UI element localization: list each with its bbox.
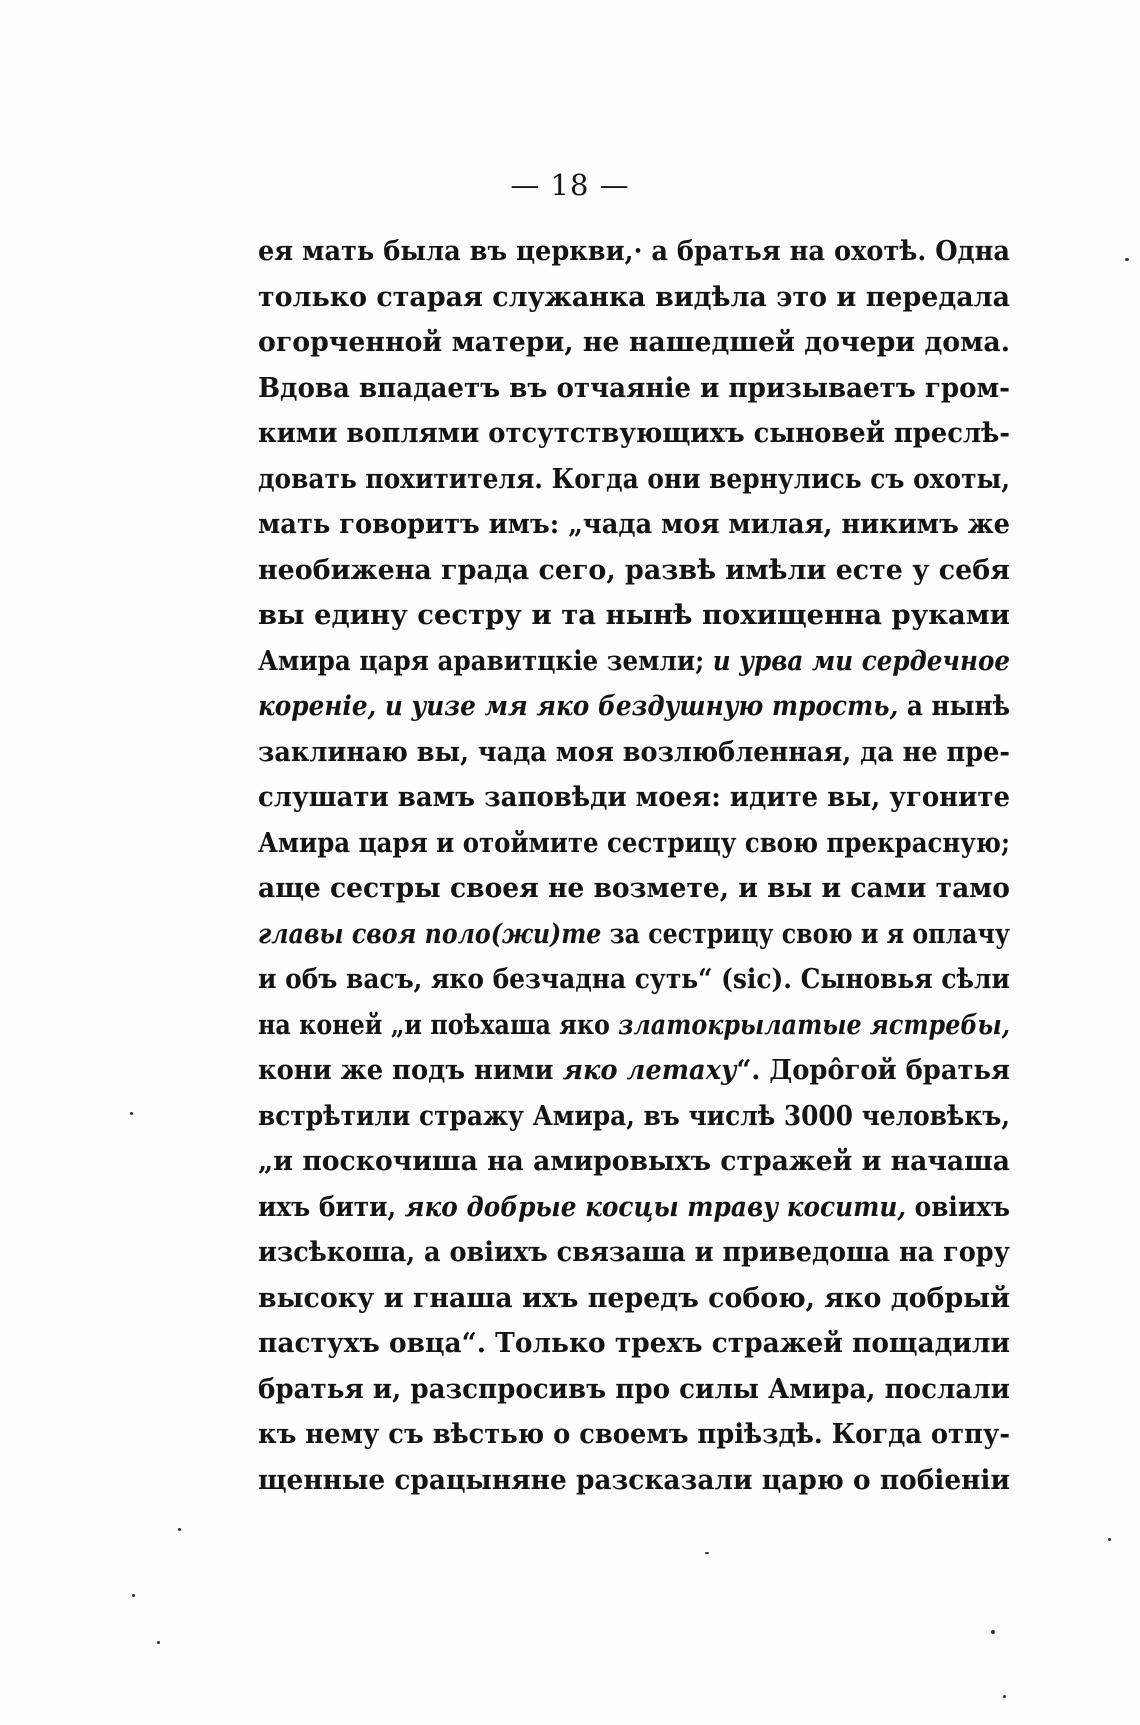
text-line xyxy=(258,1230,1010,1276)
text-line xyxy=(258,1094,1010,1140)
scan-speck xyxy=(178,1528,181,1531)
text-line xyxy=(258,593,1010,639)
text-segment: вы едину сестру и та нынѣ похищенна руками xyxy=(258,599,1010,631)
text-line xyxy=(258,684,1010,730)
italic-quote: яко добрые косцы траву косити, xyxy=(404,1190,907,1223)
text-segment: ихъ бити, xyxy=(258,1190,405,1223)
text-segment: пастухъ овца“. Только трехъ стражей пощадили xyxy=(258,1327,1011,1359)
text-line xyxy=(258,821,1010,867)
text-line xyxy=(258,548,1010,594)
text-line xyxy=(258,957,1010,1003)
scan-speck xyxy=(991,1630,995,1634)
text-line xyxy=(258,1276,1010,1322)
italic-quote: главы своя поло(жи)те xyxy=(258,917,602,950)
text-line xyxy=(258,1003,1010,1049)
text-segment: “. Дорôгой братья xyxy=(736,1054,1010,1086)
text-segment: кими воплями отсутствующихъ сыновей преслѣ- xyxy=(258,417,1011,449)
body-text xyxy=(258,229,1010,1503)
text-segment: ея мать была въ церкви,· а братья на охотѣ. Одна xyxy=(258,235,1011,267)
text-segment: изсѣкоша, а овіихъ связаша и приведоша на гору xyxy=(258,1236,1011,1268)
text-segment: къ нему съ вѣстью о своемъ пріѣздѣ. Когда отпу- xyxy=(258,1418,1011,1450)
text-segment: „и поскочиша на амировыхъ стражей и начаша xyxy=(258,1145,1010,1177)
scan-speck xyxy=(157,1641,160,1644)
text-line xyxy=(258,366,1010,412)
italic-quote: кореніе, и уизе мя яко бездушную трость, xyxy=(258,690,899,722)
text-line xyxy=(258,320,1010,366)
scan-speck xyxy=(705,1552,709,1554)
text-line xyxy=(258,502,1010,548)
text-line xyxy=(258,912,1010,958)
text-line xyxy=(258,775,1010,821)
text-line xyxy=(258,411,1010,457)
text-segment: кони же подъ ними xyxy=(258,1054,563,1086)
text-line xyxy=(258,866,1010,912)
text-line xyxy=(258,1458,1010,1504)
text-segment: овіихъ xyxy=(906,1190,1011,1223)
text-line xyxy=(258,1321,1010,1367)
text-segment: щенные срацыняне разсказали царю о побіеніи xyxy=(258,1463,1011,1496)
text-segment: встрѣтили стражу Амира, въ числѣ 3000 человѣкъ, xyxy=(258,1099,1011,1132)
page-number: — 18 — xyxy=(510,168,630,202)
text-segment: только старая служанка видѣла это и передала xyxy=(258,280,1011,313)
text-segment: и объ васъ, яко безчадна суть“ (sic). Сыновья сѣли xyxy=(258,963,1010,995)
italic-quote: и урва ми сердечное xyxy=(712,644,1011,677)
text-segment: довать похитителя. Когда они вернулись съ охоты, xyxy=(258,462,1011,495)
text-line xyxy=(258,1139,1010,1185)
italic-quote: златокрылатые ястребы, xyxy=(618,1008,1011,1041)
text-segment: высоку и гнаша ихъ передъ собою, яко добрый xyxy=(258,1281,1011,1314)
text-segment: Амира царя аравитцкіе земли; xyxy=(258,644,713,677)
text-segment: заклинаю вы, чада моя возлюбленная, да не пре- xyxy=(258,735,1011,768)
scan-speck xyxy=(132,1594,135,1597)
text-line xyxy=(258,1185,1010,1231)
text-segment: а нынѣ xyxy=(898,690,1011,722)
text-line xyxy=(258,229,1010,275)
scan-speck xyxy=(1108,1538,1111,1541)
text-line xyxy=(258,457,1010,503)
scan-speck xyxy=(1125,258,1129,261)
text-segment: слушати вамъ заповѣди моея: идите вы, угоните xyxy=(258,781,1011,813)
text-segment: огорченной матери, не нашедшей дочери дома. xyxy=(258,326,1011,358)
text-line xyxy=(258,730,1010,776)
text-line xyxy=(258,275,1010,321)
text-line xyxy=(258,639,1010,685)
text-segment: аще сестры своея не возмете, и вы и сами тамо xyxy=(258,872,1010,904)
scan-speck xyxy=(130,1112,133,1115)
text-line xyxy=(258,1412,1010,1458)
text-segment: необижена града сего, развѣ имѣли есте у себя xyxy=(258,553,1011,586)
text-segment: братья и, разспросивъ про силы Амира, послали xyxy=(258,1372,1011,1405)
italic-quote: яко летаху xyxy=(562,1054,737,1086)
text-segment: Амира царя и отоймите сестрицу свою прекрасную; xyxy=(258,826,1010,859)
scan-speck xyxy=(1003,1695,1006,1698)
text-segment: мать говоритъ имъ: „чада моя милая, никимъ же xyxy=(258,508,1011,540)
text-segment: Вдова впадаетъ въ отчаяніе и призываетъ гром- xyxy=(258,371,1011,404)
text-segment: на коней „и поѣхаша яко xyxy=(258,1008,619,1041)
text-line xyxy=(258,1367,1010,1413)
text-line xyxy=(258,1048,1010,1094)
text-segment: за сестрицу свою и я оплачу xyxy=(601,917,1010,950)
